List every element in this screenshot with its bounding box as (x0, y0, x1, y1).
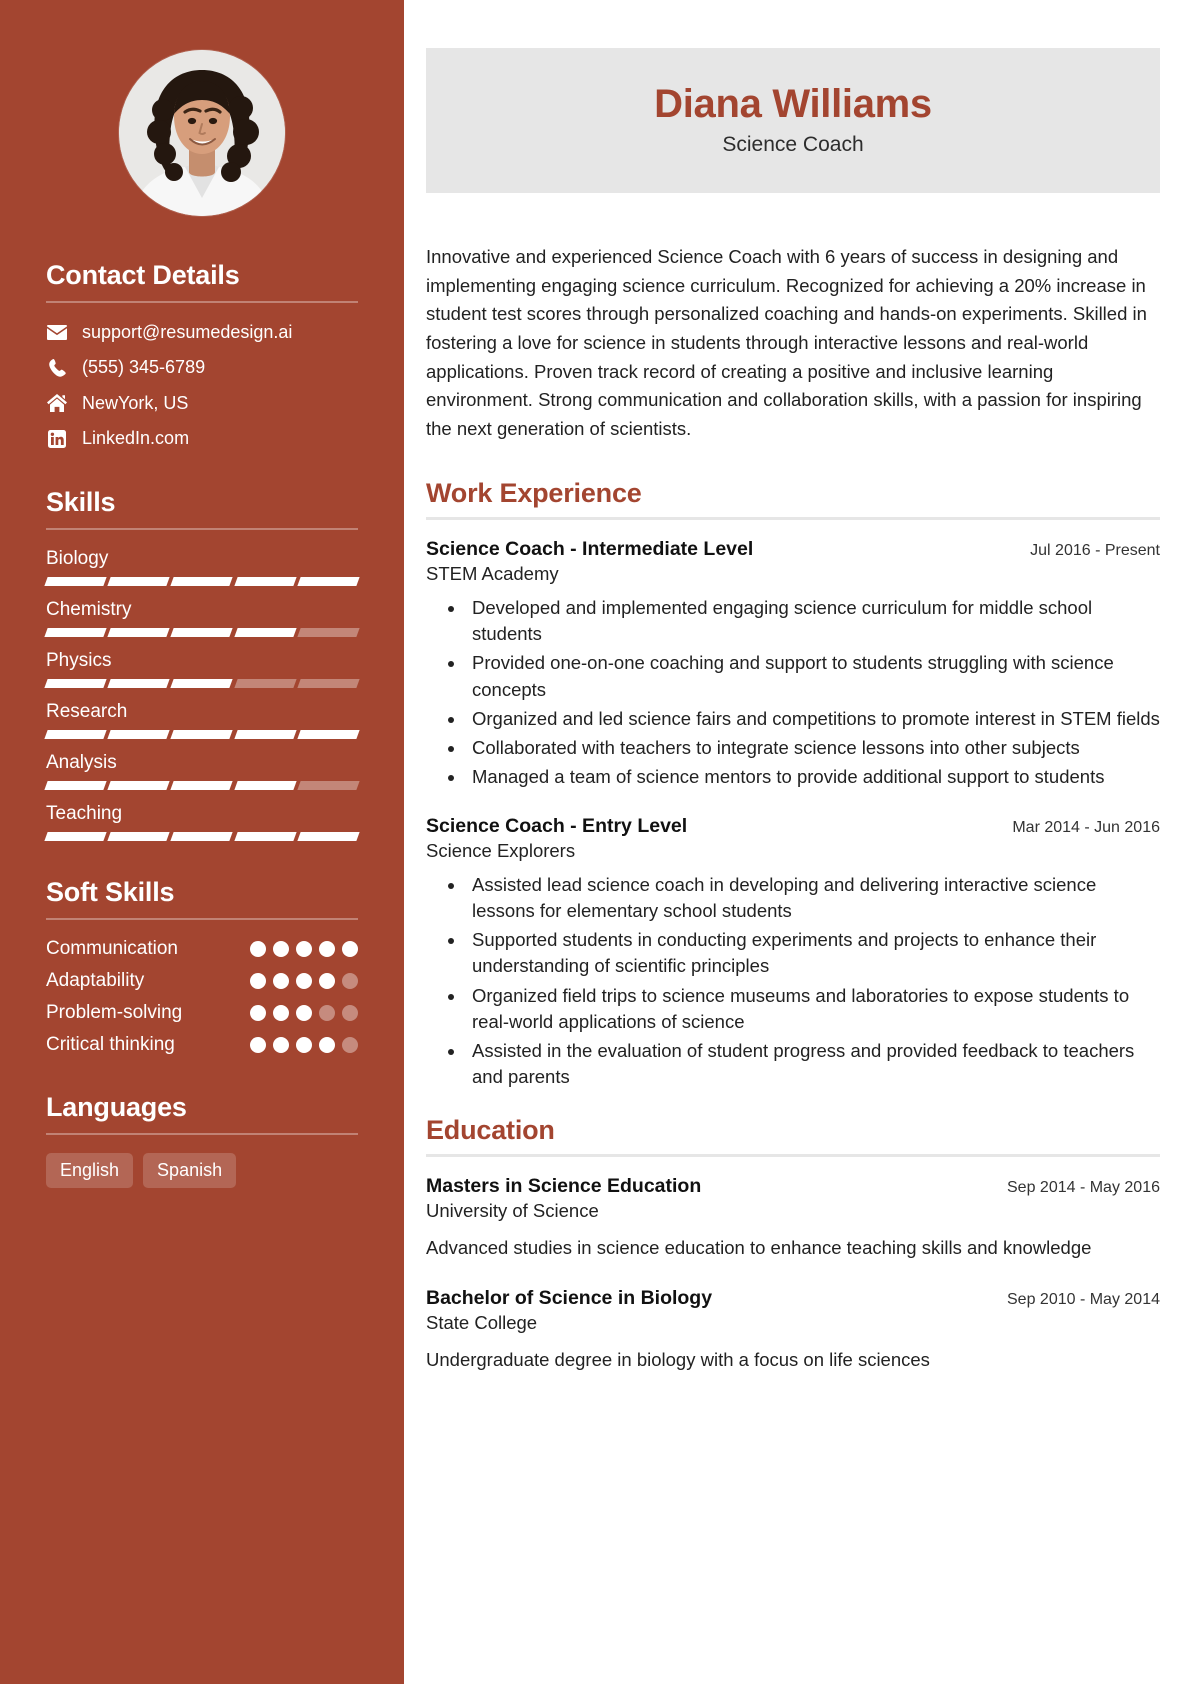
profile-photo (119, 50, 285, 216)
degree-title: Bachelor of Science in Biology (426, 1287, 713, 1310)
soft-skill-item (46, 1034, 358, 1056)
skill-bar-segment (171, 781, 233, 790)
rating-dot (273, 941, 289, 957)
rating-dot (319, 1005, 335, 1021)
list-item: • Provided one-on-one coaching and support to students struggling with science concepts (466, 650, 1160, 703)
soft-skill-item (46, 938, 358, 960)
work-experience-list (426, 538, 1160, 1091)
main-content (404, 0, 1200, 1684)
institution-name: State College (426, 1312, 538, 1334)
institution-name: University of Science (426, 1199, 599, 1221)
contact-linkedin-text: LinkedIn.com (82, 428, 190, 449)
name-card (426, 48, 1160, 193)
skill-bar-segment (234, 730, 296, 739)
contact-phone-text: (555) 345-6789 (82, 357, 206, 378)
phone-icon (46, 359, 68, 377)
soft-skill-rating (250, 1005, 358, 1021)
job-date-range: Mar 2014 - Jun 2016 (1012, 818, 1160, 836)
skill-bar-segment (108, 577, 170, 586)
skill-item (46, 599, 358, 637)
contact-divider (46, 301, 358, 303)
skill-bar-segment (297, 577, 359, 586)
work-experience-divider (426, 517, 1160, 520)
soft-skills-list (46, 938, 358, 1056)
responsibility-list (452, 872, 1160, 1091)
professional-summary: Innovative and experienced Science Coach with 6 years of success in designing and implementing engaging science curriculum. Recognized for achieving a 20% increase in student test scores through personalized coaching and hands-on experiments. Skilled in fostering a love for science in students through interactive lessons and real-world applications. Proven track record of creating a positive and inclusive learning environment. Strong communication and collaboration skills, with a passion for inspiring the next generation of scientists. (426, 246, 1147, 440)
skill-bar-segment (171, 679, 233, 688)
skill-bar-segment (234, 577, 296, 586)
soft-skill-rating (250, 973, 358, 989)
avatar (46, 50, 358, 216)
rating-dot (296, 973, 312, 989)
rating-dot (342, 1005, 358, 1021)
skill-bar-segment (297, 730, 359, 739)
languages-section (46, 1092, 358, 1188)
skill-item (46, 752, 358, 790)
degree-date-range: Sep 2010 - May 2014 (1007, 1291, 1160, 1309)
education-divider (426, 1154, 1160, 1157)
skill-bar-segment (44, 730, 106, 739)
rating-dot (342, 1037, 358, 1053)
skill-bar-segment (108, 730, 170, 739)
skill-level-bar (46, 628, 358, 637)
rating-dot (250, 1005, 266, 1021)
skill-bar-segment (171, 730, 233, 739)
contact-details-title: Contact Details (46, 260, 240, 290)
work-experience-title: Work Experience (426, 477, 642, 508)
envelope-icon (46, 325, 68, 340)
contact-list (46, 321, 358, 451)
list-item: • Supported students in conducting experiments and projects to enhance their understanding of scientific principles (466, 927, 1160, 980)
skill-bar-segment (44, 679, 106, 688)
entry-header (426, 1287, 1160, 1310)
skill-bar-segment (44, 832, 106, 841)
soft-skills-divider (46, 918, 358, 920)
rating-dot (273, 973, 289, 989)
skill-label: Chemistry (46, 598, 132, 620)
work-experience-entry (426, 815, 1160, 1091)
soft-skill-item (46, 1002, 358, 1024)
skill-label: Biology (46, 547, 109, 569)
soft-skill-rating (250, 941, 358, 957)
contact-email-text: support@resumedesign.ai (82, 322, 293, 342)
skill-bar-segment (297, 679, 359, 688)
contact-item-email[interactable] (46, 321, 358, 344)
skill-label: Physics (46, 649, 112, 671)
skill-bar-segment (44, 628, 106, 637)
entry-header (426, 538, 1160, 561)
list-item: • Organized and led science fairs and competitions to promote interest in STEM fields (466, 706, 1160, 732)
skill-bar-segment (44, 577, 106, 586)
rating-dot (319, 941, 335, 957)
rating-dot (342, 973, 358, 989)
skills-list (46, 548, 358, 841)
contact-item-phone[interactable] (46, 356, 358, 379)
rating-dot (250, 941, 266, 957)
rating-dot (296, 1037, 312, 1053)
job-title: Science Coach - Intermediate Level (426, 537, 754, 560)
rating-dot (273, 1037, 289, 1053)
home-icon (46, 394, 68, 412)
soft-skill-label: Adaptability (46, 969, 145, 991)
skill-label: Teaching (46, 802, 123, 824)
list-item: • Developed and implemented engaging science curriculum for middle school students (466, 595, 1160, 648)
soft-skill-item (46, 970, 358, 992)
education-section (426, 1115, 1160, 1375)
degree-description: Advanced studies in science education to enhance teaching skills and knowledge (426, 1236, 1092, 1258)
languages-list (46, 1153, 358, 1188)
skills-divider (46, 528, 358, 530)
skill-bar-segment (234, 781, 296, 790)
work-experience-entry (426, 538, 1160, 791)
job-title: Science Coach - Entry Level (426, 814, 688, 837)
skill-bar-segment (234, 628, 296, 637)
skill-level-bar (46, 577, 358, 586)
degree-date-range: Sep 2014 - May 2016 (1007, 1178, 1160, 1196)
contact-details-section (46, 260, 358, 451)
entry-header (426, 1175, 1160, 1198)
soft-skill-rating (250, 1037, 358, 1053)
job-role: Science Coach (722, 133, 864, 156)
skill-bar-segment (108, 781, 170, 790)
rating-dot (273, 1005, 289, 1021)
rating-dot (250, 973, 266, 989)
contact-location-text: NewYork, US (82, 392, 189, 413)
skill-bar-segment (171, 628, 233, 637)
skill-level-bar (46, 781, 358, 790)
degree-title: Masters in Science Education (426, 1174, 702, 1197)
skill-item (46, 548, 358, 586)
rating-dot (296, 1005, 312, 1021)
contact-item-location[interactable] (46, 392, 358, 415)
language-chip: English (46, 1153, 133, 1188)
language-chip: Spanish (143, 1153, 236, 1188)
skill-level-bar (46, 832, 358, 841)
skill-bar-segment (234, 679, 296, 688)
soft-skill-label: Problem-solving (46, 1001, 183, 1023)
degree-description: Undergraduate degree in biology with a focus on life sciences (426, 1349, 930, 1371)
skill-bar-segment (297, 832, 359, 841)
work-experience-section (426, 478, 1160, 1091)
sidebar (0, 0, 404, 1684)
skill-label: Research (46, 700, 128, 722)
linkedin-icon (46, 430, 68, 448)
rating-dot (319, 973, 335, 989)
skill-bar-segment (108, 679, 170, 688)
skill-item (46, 701, 358, 739)
skills-title: Skills (46, 486, 116, 517)
skill-item (46, 803, 358, 841)
rating-dot (250, 1037, 266, 1053)
page-title: Diana Williams (654, 82, 932, 126)
skill-item (46, 650, 358, 688)
education-title: Education (426, 1114, 555, 1145)
list-item: • Organized field trips to science museums and laboratories to expose students to real-world applications of science (466, 983, 1160, 1036)
soft-skills-title: Soft Skills (46, 876, 175, 907)
skill-level-bar (46, 679, 358, 688)
list-item: • Assisted in the evaluation of student progress and provided feedback to teachers and parents (466, 1038, 1160, 1091)
job-date-range: Jul 2016 - Present (1030, 541, 1160, 559)
skill-bar-segment (297, 781, 359, 790)
languages-title: Languages (46, 1091, 187, 1122)
contact-item-linkedin[interactable] (46, 427, 358, 450)
employer-name: STEM Academy (426, 562, 559, 584)
list-item: • Assisted lead science coach in developing and delivering interactive science lessons for elementary school students (466, 872, 1160, 925)
languages-divider (46, 1133, 358, 1135)
education-entry (426, 1175, 1160, 1262)
list-item: • Collaborated with teachers to integrate science lessons into other subjects (466, 735, 1160, 761)
skill-bar-segment (234, 832, 296, 841)
skills-section (46, 487, 358, 841)
profile-photo-illustration (119, 50, 285, 216)
rating-dot (342, 941, 358, 957)
list-item: • Managed a team of science mentors to provide additional support to students (466, 764, 1160, 790)
skill-bar-segment (108, 628, 170, 637)
soft-skill-label: Critical thinking (46, 1033, 175, 1055)
responsibility-list (452, 595, 1160, 791)
skill-bar-segment (108, 832, 170, 841)
soft-skills-section (46, 877, 358, 1056)
education-entry (426, 1287, 1160, 1374)
skill-bar-segment (44, 781, 106, 790)
skill-label: Analysis (46, 751, 117, 773)
skill-bar-segment (171, 832, 233, 841)
rating-dot (319, 1037, 335, 1053)
entry-header (426, 815, 1160, 838)
skill-level-bar (46, 730, 358, 739)
skill-bar-segment (171, 577, 233, 586)
soft-skill-label: Communication (46, 937, 178, 959)
skill-bar-segment (297, 628, 359, 637)
education-list (426, 1175, 1160, 1375)
employer-name: Science Explorers (426, 839, 576, 861)
rating-dot (296, 941, 312, 957)
